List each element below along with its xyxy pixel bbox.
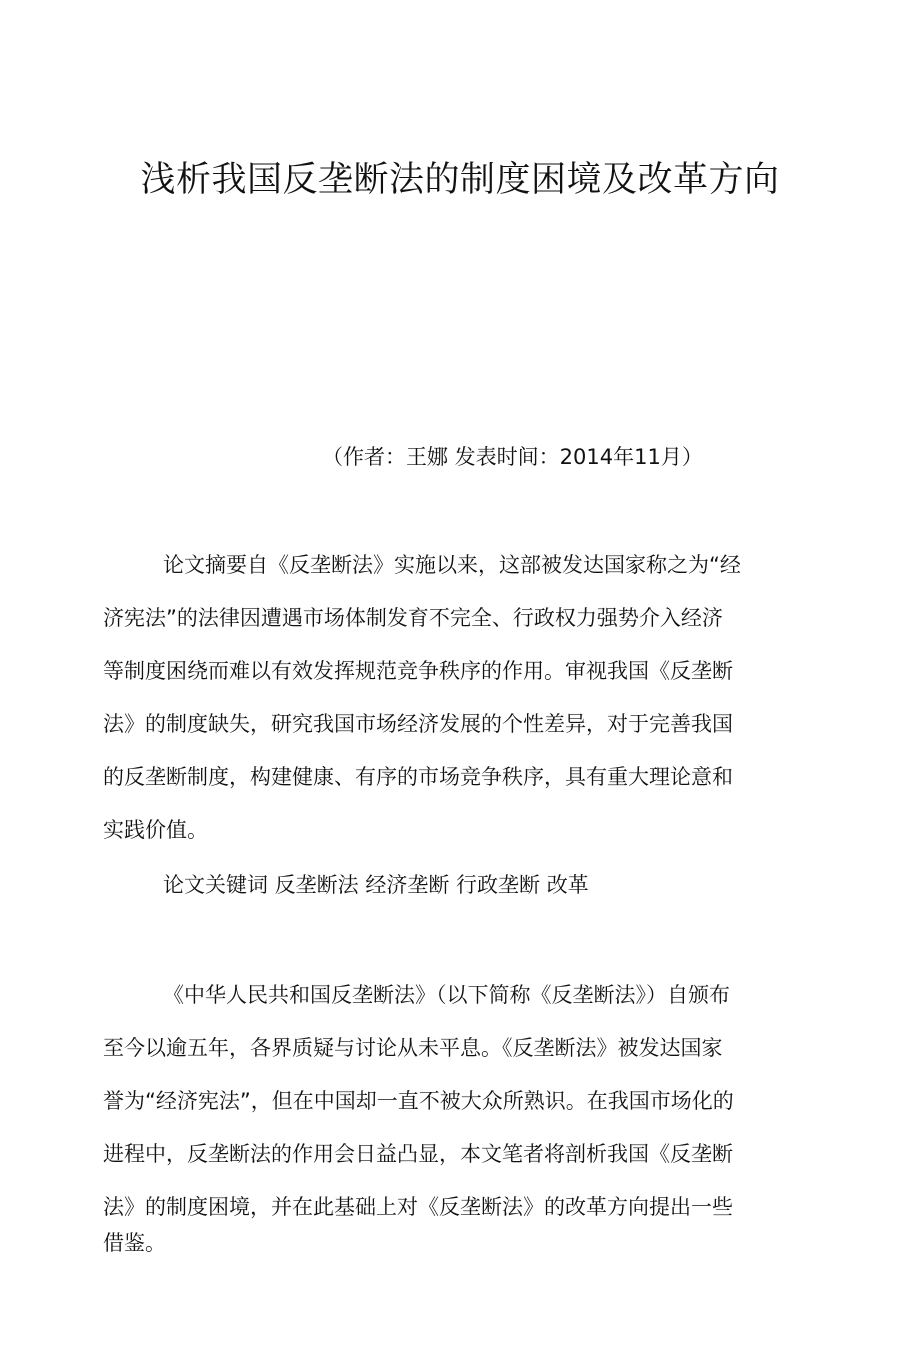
abstract-line: 的反垄断制度，构建健康、有序的市场竞争秩序，具有重大理论意和: [103, 765, 733, 789]
body-line: 法》的制度困境，并在此基础上对《反垄断法》的改革方向提出一些: [103, 1195, 733, 1219]
body-line: 《中华人民共和国反垄断法》（以下简称《反垄断法》）自颁布: [163, 983, 730, 1007]
body-line: 至今以逾五年，各界质疑与讨论从未平息。《反垄断法》被发达国家: [103, 1036, 723, 1060]
body-line: 借鉴。: [103, 1231, 166, 1255]
abstract-line: 实践价值。: [103, 818, 208, 842]
abstract-line: 济宪法”的法律因遭遇市场体制发育不完全、行政权力强势介入经济: [103, 606, 723, 630]
abstract-line: 等制度困绕而难以有效发挥规范竞争秩序的作用。审视我国《反垄断: [103, 659, 733, 683]
abstract-line: 法》的制度缺失，研究我国市场经济发展的个性差异，对于完善我国: [103, 712, 733, 736]
document-title: 浅析我国反垄断法的制度困境及改革方向: [140, 160, 780, 200]
author-byline: （作者：王娜 发表时间：2014年11月）: [322, 445, 703, 469]
keywords-line: 论文关键词 反垄断法 经济垄断 行政垄断 改革: [163, 873, 589, 897]
abstract-line: 论文摘要自《反垄断法》实施以来，这部被发达国家称之为“经: [163, 553, 741, 577]
body-line: 誉为“经济宪法”，但在中国却一直不被大众所熟识。在我国市场化的: [103, 1089, 734, 1113]
body-line: 进程中，反垄断法的作用会日益凸显，本文笔者将剖析我国《反垄断: [103, 1142, 733, 1166]
